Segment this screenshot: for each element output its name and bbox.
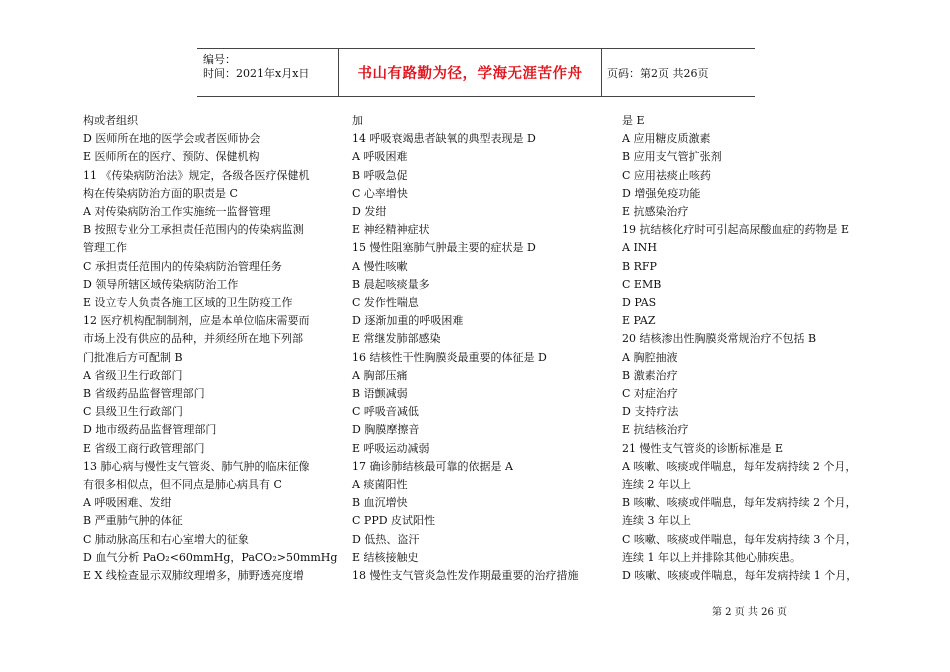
- text-line: 连续 3 年以上: [622, 514, 691, 528]
- text-line: B 呼吸急促: [352, 168, 408, 182]
- header-meta: [197, 49, 337, 96]
- text-line: A 呼吸困难: [352, 150, 408, 164]
- text-line: D 领导所辖区域传染病防治工作: [83, 277, 239, 291]
- text-line: E PAZ: [622, 314, 656, 328]
- text-line: 12 医疗机构配制制剂，应是本单位临床需要而: [83, 314, 310, 328]
- text-line: A 对传染病防治工作实施统一监督管理: [83, 205, 271, 219]
- text-line: 构在传染病防治方面的职责是 C: [83, 186, 238, 200]
- text-line: 是 E: [622, 114, 645, 127]
- text-line: A 应用糖皮质激素: [622, 132, 711, 146]
- text-line: E 结核接触史: [352, 550, 419, 564]
- text-line: C 县级卫生行政部门: [83, 405, 183, 419]
- text-line: B 语颤减弱: [352, 387, 408, 401]
- text-line: 管理工作: [83, 241, 127, 255]
- page-header: [197, 48, 755, 97]
- text-column-3: [622, 112, 882, 585]
- text-line: B 激素治疗: [622, 368, 678, 382]
- text-line: D 逐渐加重的呼吸困难: [352, 314, 464, 328]
- text-line: 有很多相似点，但不同点是肺心病具有 C: [83, 478, 282, 492]
- text-line: E X 线检查显示双肺纹理增多，肺野透亮度增: [83, 569, 304, 583]
- text-line: C 肺动脉高压和右心室增大的征象: [83, 532, 249, 546]
- text-line: A 胸腔抽液: [622, 350, 678, 364]
- text-line: B 应用支气管扩张剂: [622, 150, 722, 164]
- header-page-info: 页码：第2页 共26页: [607, 66, 709, 80]
- text-line: A 胸部压痛: [352, 368, 408, 382]
- text-line: B RFP: [622, 259, 657, 273]
- text-line: C 咳嗽、咳痰或伴喘息，每年发病持续 3 个月，: [622, 532, 857, 546]
- text-line: C 应用祛痰止咳药: [622, 168, 711, 182]
- text-line: D 地市级药品监督管理部门: [83, 423, 217, 437]
- text-line: E 常继发肺部感染: [352, 332, 441, 346]
- text-line: A 呼吸困难、发绀: [83, 496, 172, 510]
- header-number-label: 编号：: [203, 53, 236, 66]
- text-line: E 神经精神症状: [352, 223, 430, 237]
- text-line: A 慢性咳嗽: [352, 259, 408, 273]
- text-line: D 血气分析 PaO₂<60mmHg，PaCO₂>50mmHg: [83, 550, 338, 564]
- text-line: E 抗结核治疗: [622, 423, 689, 437]
- text-line: A 省级卫生行政部门: [83, 368, 183, 382]
- text-line: A 痰菌阳性: [352, 478, 408, 492]
- text-column-1: [83, 112, 338, 585]
- text-line: 20 结核渗出性胸膜炎常规治疗不包括 B: [622, 332, 817, 346]
- text-line: 连续 1 年以上并排除其他心肺疾患。: [622, 550, 801, 564]
- text-line: 19 抗结核化疗时可引起高尿酸血症的药物是 E: [622, 223, 850, 237]
- text-line: D 支持疗法: [622, 405, 679, 419]
- text-line: D PAS: [622, 296, 657, 310]
- text-line: C 心率增快: [352, 186, 408, 200]
- text-line: 11 《传染病防治法》规定，各级各医疗保健机: [83, 168, 310, 182]
- header-motto: 书山有路勤为径，学海无涯苦作舟: [357, 66, 583, 82]
- text-line: C EMB: [622, 277, 662, 291]
- text-line: A 咳嗽、咳痰或伴喘息，每年发病持续 2 个月，: [622, 459, 857, 473]
- text-line: B 血沉增快: [352, 496, 408, 510]
- text-line: C 呼吸音减低: [352, 405, 419, 419]
- header-page-info-cell: [601, 49, 757, 96]
- text-line: 14 呼吸衰竭患者缺氧的典型表现是 D: [352, 132, 536, 146]
- text-line: 15 慢性阻塞肺气肿最主要的症状是 D: [352, 241, 536, 255]
- text-line: D 咳嗽、咳痰或伴喘息，每年发病持续 1 个月，: [622, 569, 858, 583]
- text-line: 16 结核性干性胸膜炎最重要的体征是 D: [352, 350, 547, 364]
- text-column-2: [352, 112, 602, 585]
- text-line: D 增强免疫功能: [622, 186, 701, 200]
- text-line: 市场上没有供应的品种，并须经所在地下列部: [83, 332, 303, 346]
- text-line: 18 慢性支气管炎急性发作期最重要的治疗措施: [352, 569, 579, 583]
- text-line: E 抗感染治疗: [622, 205, 689, 219]
- text-line: B 晨起咳痰量多: [352, 277, 430, 291]
- text-line: 门批准后方可配制 B: [83, 350, 183, 364]
- text-line: B 省级药品监督管理部门: [83, 387, 205, 401]
- text-line: E 省级工商行政管理部门: [83, 441, 205, 455]
- text-line: 构或者组织: [83, 114, 138, 127]
- text-line: 连续 2 年以上: [622, 478, 691, 492]
- text-line: C PPD 皮试阳性: [352, 514, 436, 528]
- text-line: C 发作性喘息: [352, 296, 419, 310]
- text-line: E 医师所在的医疗、预防、保健机构: [83, 150, 260, 164]
- page-footer: 第 2 页 共 26 页: [712, 607, 787, 618]
- text-line: 13 肺心病与慢性支气管炎、肺气肿的临床征像: [83, 459, 310, 473]
- text-line: B 按照专业分工承担责任范围内的传染病监测: [83, 223, 304, 237]
- text-line: E 设立专人负责各施工区域的卫生防疫工作: [83, 296, 293, 310]
- text-line: D 医师所在地的医学会或者医师协会: [83, 132, 261, 146]
- text-line: B 咳嗽、咳痰或伴喘息，每年发病持续 2 个月，: [622, 496, 857, 510]
- text-line: D 胸膜摩擦音: [352, 423, 420, 437]
- text-line: E 呼吸运动减弱: [352, 441, 430, 455]
- text-line: 21 慢性支气管炎的诊断标准是 E: [622, 441, 784, 455]
- text-line: C 对症治疗: [622, 387, 678, 401]
- header-time-label: 时间：2021年x月x日: [203, 67, 310, 80]
- text-line: 17 确诊肺结核最可靠的依据是 A: [352, 459, 513, 473]
- text-line: A INH: [622, 241, 658, 255]
- text-line: B 严重肺气肿的体征: [83, 514, 183, 528]
- text-line: C 承担责任范围内的传染病防治管理任务: [83, 259, 282, 273]
- text-line: D 低热、盗汗: [352, 532, 420, 546]
- header-motto-cell: [338, 49, 602, 96]
- text-line: D 发绀: [352, 205, 387, 219]
- text-line: 加: [352, 114, 363, 127]
